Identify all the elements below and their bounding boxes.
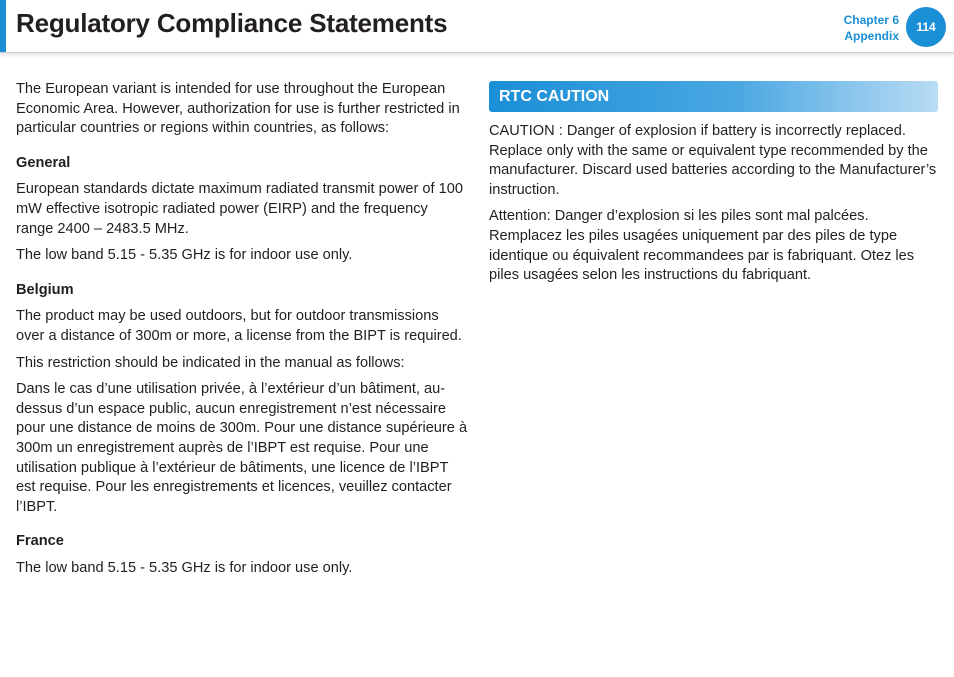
chapter-label [844, 12, 899, 44]
rtc-caution-header: RTC CAUTION [489, 81, 938, 112]
general-heading: General [16, 154, 71, 171]
france-heading: France [16, 533, 64, 550]
belgium-heading: Belgium [16, 281, 74, 298]
right-column [489, 81, 938, 293]
rtc-paragraph-1: CAUTION : Danger of explosion if battery is incorrectly replaced. Replace only with the same or equivalent type recommended by the manufacturer. Discard used batteries according to the Manufacturer’s instruction. [489, 123, 937, 198]
general-paragraph-2: The low band 5.15 - 5.35 GHz is for indoor use only. [16, 247, 353, 264]
belgium-paragraph-2: This restriction should be indicated in the manual as follows: [16, 354, 405, 371]
chapter-section: Appendix [844, 29, 899, 43]
page-title: Regulatory Compliance Statements [16, 8, 448, 38]
page-number-badge: 114 [906, 7, 946, 47]
left-column [16, 80, 468, 585]
header-divider-line [0, 52, 954, 53]
title-accent-bar [0, 0, 6, 52]
general-paragraph-1: European standards dictate maximum radiated transmit power of 100 mW effective isotropic radiated power (EIRP) and the frequency range 2400 – 2483.5 MHz. [16, 181, 463, 237]
intro-paragraph: The European variant is intended for use throughout the European Economic Area. However, authorization for use is further restricted in particular countries or regions within countries, as follows: [16, 81, 460, 137]
belgium-paragraph-3: Dans le cas d’une utilisation privée, à l’extérieur d’un bâtiment, au-dessus d’un espace public, aucun enregistrement n’est nécessaire pour une distance de moins de 300m. Pour une distance supérieure à 300m un enregistrement auprès de l’IBPT est requise. Pour une utilisation publique à l’extérieur de bâtiments, une licence de l’IBPT est requise. Pour les enregistrements et licences, veuillez contacter l’IBPT. [16, 381, 468, 515]
chapter-number: Chapter 6 [843, 13, 899, 27]
france-paragraph-1: The low band 5.15 - 5.35 GHz is for indoor use only. [16, 559, 353, 576]
rtc-paragraph-2: Attention: Danger d’explosion si les piles sont mal palcées. Remplacez les piles usagées uniquement par des piles de type identique ou équivalent recommandees par is fabriquant. Otez les piles usagées selon les instructions du fabriquant. [489, 208, 915, 284]
belgium-paragraph-1: The product may be used outdoors, but for outdoor transmissions over a distance of 300m or more, a license from the BIPT is required. [16, 308, 462, 344]
